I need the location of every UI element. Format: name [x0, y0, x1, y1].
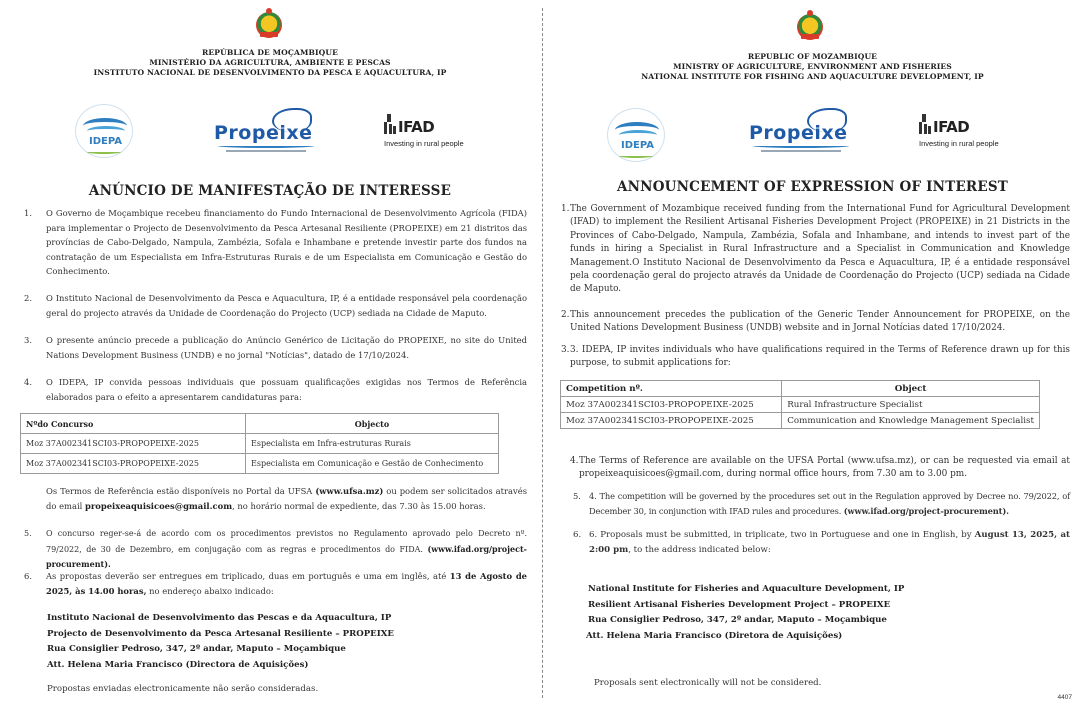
column-header-object: Object [782, 381, 1040, 397]
idepa-logo-icon: IDEPA [607, 108, 669, 162]
submission-address: Instituto Nacional de Desenvolvimento das Pescas e da Aquacultura, IP Projecto de Desenvolvimento da Pesca Artesanal Resiliente – PROPEIXE Rua Consiglier Pedroso, 347, 2º andar, Maputo – Moçambique Att. Helena Maria Francisco (Directora de Aquisições) [47, 613, 394, 670]
paragraph-3: 3. 3. IDEPA, IP invites individuals who have qualifications required in the Terms of Reference drawn up for this purpose, to submit applications for: [561, 345, 1070, 369]
ufsa-link[interactable]: (www.ufsa.mz) [315, 486, 384, 496]
competition-object: Especialista em Infra-estruturas Rurais [246, 434, 499, 454]
competition-number: Moz 37A002341SCI03-PROPOPEIXE-2025 [21, 454, 246, 474]
electronic-proposals-note: Proposals sent electronically will not be considered. [594, 678, 822, 688]
table-header-row [561, 381, 1040, 397]
government-header [0, 48, 540, 78]
paragraph-5: 5. 4. The competition will be governed by the procedures set out in the Regulation approved by Decree no. 79/2022, of December 30, in conjunction with IFAD rules and procedures. (www.ifad.org/project-procurement). [573, 491, 1070, 516]
ifad-logo-icon: IFAD Investing in rural people [919, 112, 999, 152]
paragraph-2: 2. This announcement precedes the publication of the Generic Tender Announcement for PROPEIXE, on the United Nations Development Business (UNDB) website and in Jornal Notícias dated 17/10/2024. [561, 310, 1070, 334]
propeixe-logo-icon: Propeixe [749, 108, 859, 152]
table-row [561, 397, 1040, 413]
page-number: 4407 [1057, 694, 1072, 701]
paragraph-5: 5. O concurso reger-se-á de acordo com os procedimentos previstos no Regulamento aprovado pelo Decreto nº. 79/2022, de 30 de Dezembro, em conjugação com as regras e procedimentos do FIDA. (www.ifad.org/project-procurement). [24, 529, 527, 570]
column-divider [542, 8, 543, 698]
competition-number: Moz 37A002341SCI03-PROPOPEIXE-2025 [561, 413, 782, 429]
column-header-object: Objecto [246, 414, 499, 434]
header-institute: NATIONAL INSTITUTE FOR FISHING AND AQUACULTURE DEVELOPMENT, IP [641, 72, 984, 81]
mozambique-coat-of-arms-icon [256, 8, 282, 40]
paragraph-3: 3. O presente anúncio precede a publicação do Anúncio Genérico de Licitação do PROPEIXE, no site do United Nations Development Business (UNDB) e no jornal "Notícias", datado de 17/10/2024. [24, 335, 527, 360]
ifad-procurement-link[interactable]: (www.ifad.org/project-procurement). [843, 506, 1009, 516]
ifad-procurement-link[interactable]: (www.ifad.org/project-procurement). [46, 543, 527, 570]
table-row [561, 413, 1040, 429]
competition-object: Rural Infrastructure Specialist [782, 397, 1040, 413]
competition-object: Especialista em Comunicação e Gestão de Conhecimento [246, 454, 499, 474]
announcement-title: ANÚNCIO DE MANIFESTAÇÃO DE INTERESSE [88, 183, 452, 199]
paragraph-6: 6. 6. Proposals must be submitted, in triplicate, two in Portuguese and one in English, by August 13, 2025, at 2:00 pm, to the address indicated below: [573, 530, 1070, 555]
header-ministry: MINISTÉRIO DA AGRICULTURA, AMBIENTE E PESCAS [149, 58, 391, 67]
terms-of-reference-paragraph: Os Termos de Referência estão disponíveis no Portal da UFSA (www.ufsa.mz) ou podem ser solicitados através do email propeixeaquisicoes@gmail.com, no horário normal de expediente, das 7.30 às 15.00 horas. [46, 486, 527, 511]
table-header-row [21, 414, 499, 434]
paragraph-6: 6. As propostas deverão ser entregues em triplicado, duas em português e uma em inglês, até 13 de Agosto de 2025, às 14.00 horas, no endereço abaixo indicado: [24, 571, 527, 596]
ifad-logo-icon: IFAD Investing in rural people [384, 112, 464, 152]
column-header-competition: Competition nº. [561, 381, 782, 397]
mozambique-coat-of-arms-icon [797, 10, 823, 42]
email-link[interactable]: propeixeaquisicoes@gmail.com [84, 500, 233, 511]
competition-number: Moz 37A002341SCI03-PROPOPEIXE-2025 [21, 434, 246, 454]
competition-object: Communication and Knowledge Management Specialist [782, 413, 1040, 429]
electronic-proposals-note: Propostas enviadas electronicamente não serão consideradas. [47, 684, 319, 694]
announcement-title: ANNOUNCEMENT OF EXPRESSION OF INTEREST [616, 179, 1009, 195]
propeixe-logo-icon: Propeixe [214, 108, 324, 152]
paragraph-4: 4. O IDEPA, IP convida pessoas individuais que possuam qualificações exigidas nos Termos de Referência elaborados para o efeito a apresentarem candidaturas para: [24, 377, 527, 402]
deadline: 13 de Agosto de 2025, às 14.00 horas, [46, 571, 527, 596]
submission-address: National Institute for Fisheries and Aquaculture Development, IP Resilient Artisanal Fisheries Development Project – PROPEIXE Rua Consiglier Pedroso, 347, 2º andar, Maputo – Moçambique Att. Helena Maria Francisco (Diretora de Aquisições) [586, 584, 905, 641]
idepa-logo-icon: IDEPA [75, 104, 137, 158]
header-ministry: MINISTRY OF AGRICULTURE, ENVIRONMENT AND FISHERIES [673, 62, 952, 71]
government-header [545, 52, 1080, 82]
paragraph-2: 2. O Instituto Nacional de Desenvolvimento da Pesca e Aquacultura, IP, é a entidade responsável pela coordenação geral do projecto através da Unidade de Coordenação do Projecto (UCP) sediada na Cidade de Maputo. [24, 293, 527, 318]
header-republic: REPÚBLICA DE MOÇAMBIQUE [202, 48, 338, 57]
competition-table [560, 380, 1040, 429]
header-institute: INSTITUTO NACIONAL DE DESENVOLVIMENTO DA PESCA E AQUACULTURA, IP [93, 68, 447, 77]
header-republic: REPUBLIC OF MOZAMBIQUE [747, 52, 878, 61]
paragraph-1: 1. The Government of Mozambique received funding from the International Fund for Agricultural Development (IFAD) to implement the Resilient Artisanal Fisheries Development Project (PROPEIXE) in 21 Districts in the Provinces of Cabo-Delgado, Nampula, Zambézia, Sofala and Inhambane, and intends to invest part of the funds in hiring a Specialist in Rural Infrastructure and a Specialist in Communication and Knowledge Management.O Instituto Nacional de Desenvolvimento da Pesca e Aquacultura, IP, é a entidade responsável pela coordenação geral do projecto através da Unidade de Coordenação do Projecto (UCP) sediada na Cidade de Maputo. [561, 204, 1070, 295]
table-row [21, 434, 499, 454]
table-row [21, 454, 499, 474]
competition-number: Moz 37A002341SCI03-PROPOPEIXE-2025 [561, 397, 782, 413]
column-header-competition: Nºdo Concurso [21, 414, 246, 434]
paragraph-4: 4. The Terms of Reference are available on the UFSA Portal (www.ufsa.mz), or can be requested via email at propeixeaquisicoes@gmail.com, during normal office hours, from 7.30 am to 3.00 pm. [570, 456, 1070, 480]
paragraph-1: 1. O Governo de Moçambique recebeu financiamento do Fundo Internacional de Desenvolvimento Agrícola (FIDA) para implementar o Projecto de Desenvolvimento da Pesca Artesanal Resiliente (PROPEIXE) em 21 distritos das províncias de Cabo-Delgado, Nampula, Zambézia, Sofala e Inhambane e pretende investir parte dos fundos na contratação de um Especialista em Infra-Estruturas Rurais e de um Especialista em Comunicação e Gestão do Conhecimento. [24, 208, 527, 277]
deadline: August 13, 2025, at 2:00 pm [589, 530, 1070, 555]
english-announcement [545, 0, 1080, 705]
competition-table [20, 413, 499, 474]
